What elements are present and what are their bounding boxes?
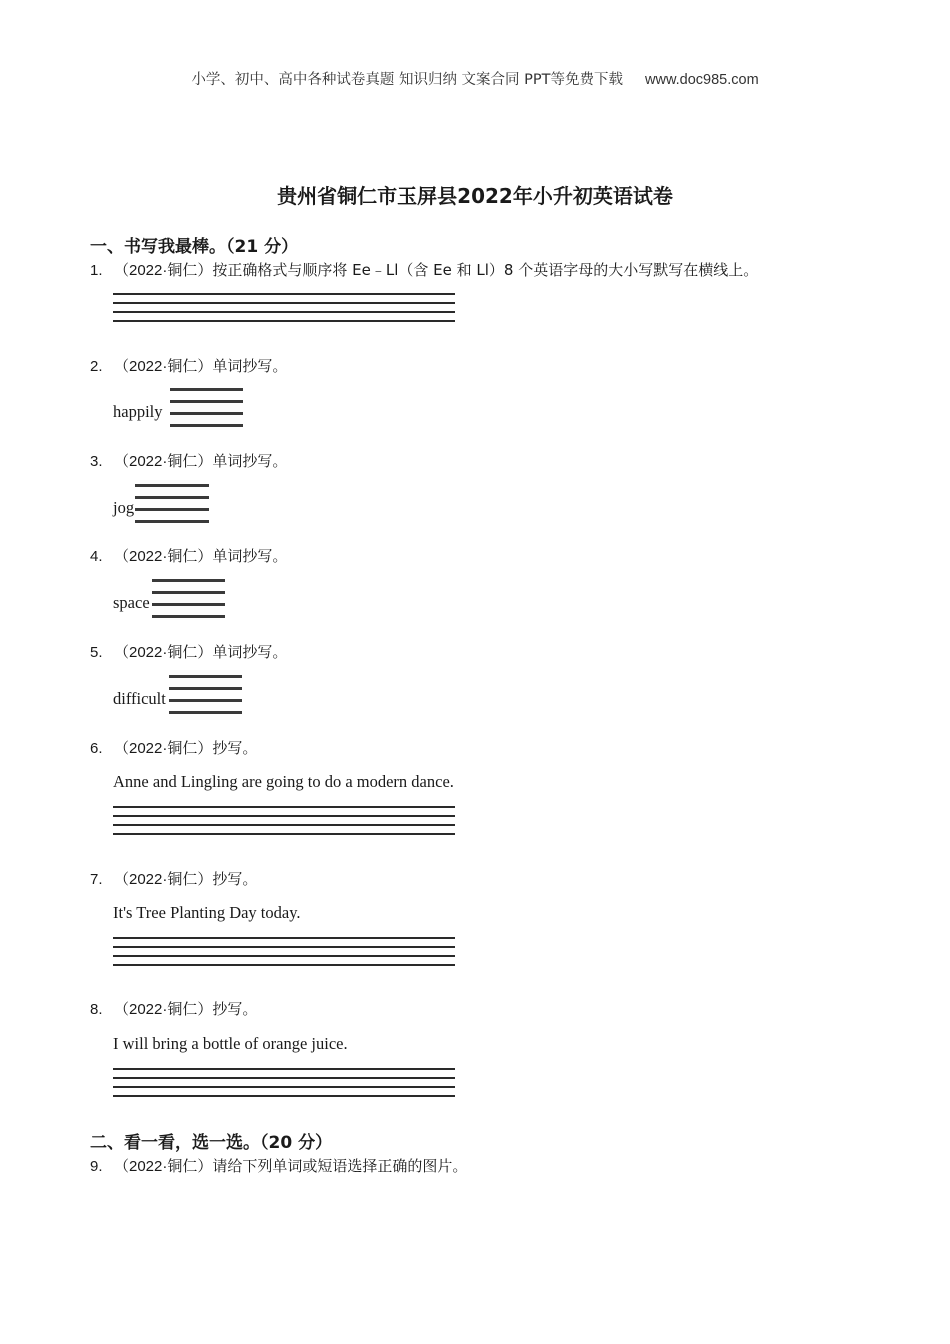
question-3 [90,450,287,471]
writing-lines-3[interactable] [135,484,209,524]
question-5 [90,641,287,662]
question-number: 1. [90,262,103,279]
question-number: 5. [90,644,103,661]
question-9 [90,1155,467,1176]
copy-word: happily [113,402,163,421]
question-number: 4. [90,548,103,565]
copy-word: space [113,593,150,612]
page-header [0,68,950,89]
question-number: 8. [90,1001,103,1018]
copy-word: difficult [113,689,166,708]
question-number: 7. [90,871,103,888]
question-text: 请给下列单词或短语选择正确的图片。 [212,1157,468,1175]
writing-lines-8[interactable] [113,1068,455,1098]
question-text: 单词抄写。 [212,643,288,661]
writing-lines-1[interactable] [113,293,455,323]
question-2 [90,355,287,376]
question-source: （2022·铜仁） [114,548,213,565]
question-4 [90,545,287,566]
question-number: 6. [90,740,103,757]
question-source: （2022·铜仁） [114,453,213,470]
writing-lines-2[interactable] [170,388,243,428]
writing-lines-6[interactable] [113,806,455,836]
question-text: 按正确格式与顺序将 Ee﹣Ll（含 Ee 和 Ll）8 个英语字母的大小写默写在横线上。 [212,261,759,279]
question-1 [90,259,758,280]
question-source: （2022·铜仁） [114,644,213,661]
copy-sentence: Anne and Lingling are going to do a modern dance. [113,772,454,791]
header-site: www.doc985.com [645,72,759,88]
question-text: 单词抄写。 [212,357,288,375]
writing-lines-4[interactable] [152,579,225,619]
copy-sentence: I will bring a bottle of orange juice. [113,1034,348,1053]
question-number: 9. [90,1158,103,1175]
question-number: 2. [90,358,103,375]
question-text: 抄写。 [212,1000,258,1018]
header-text: 小学、初中、高中各种试卷真题 知识归纳 文案合同 PPT等免费下载 [191,72,624,88]
page-title: 贵州省铜仁市玉屏县2022年小升初英语试卷 [277,184,673,208]
question-number: 3. [90,453,103,470]
question-text: 抄写。 [212,739,258,757]
writing-lines-7[interactable] [113,937,455,967]
question-text: 单词抄写。 [212,452,288,470]
section-heading-2: 二、看一看，选一选。（20 分） [90,1133,333,1153]
writing-lines-5[interactable] [169,675,242,715]
question-source: （2022·铜仁） [114,871,213,888]
question-6 [90,737,257,758]
question-source: （2022·铜仁） [114,1158,213,1175]
copy-word: jog [113,498,135,517]
question-text: 抄写。 [212,870,258,888]
question-source: （2022·铜仁） [114,740,213,757]
question-text: 单词抄写。 [212,547,288,565]
question-source: （2022·铜仁） [114,262,213,279]
question-8 [90,998,257,1019]
question-source: （2022·铜仁） [114,1001,213,1018]
question-source: （2022·铜仁） [114,358,213,375]
question-7 [90,868,257,889]
copy-sentence: It's Tree Planting Day today. [113,903,301,922]
section-heading-1: 一、书写我最棒。（21 分） [90,237,299,257]
